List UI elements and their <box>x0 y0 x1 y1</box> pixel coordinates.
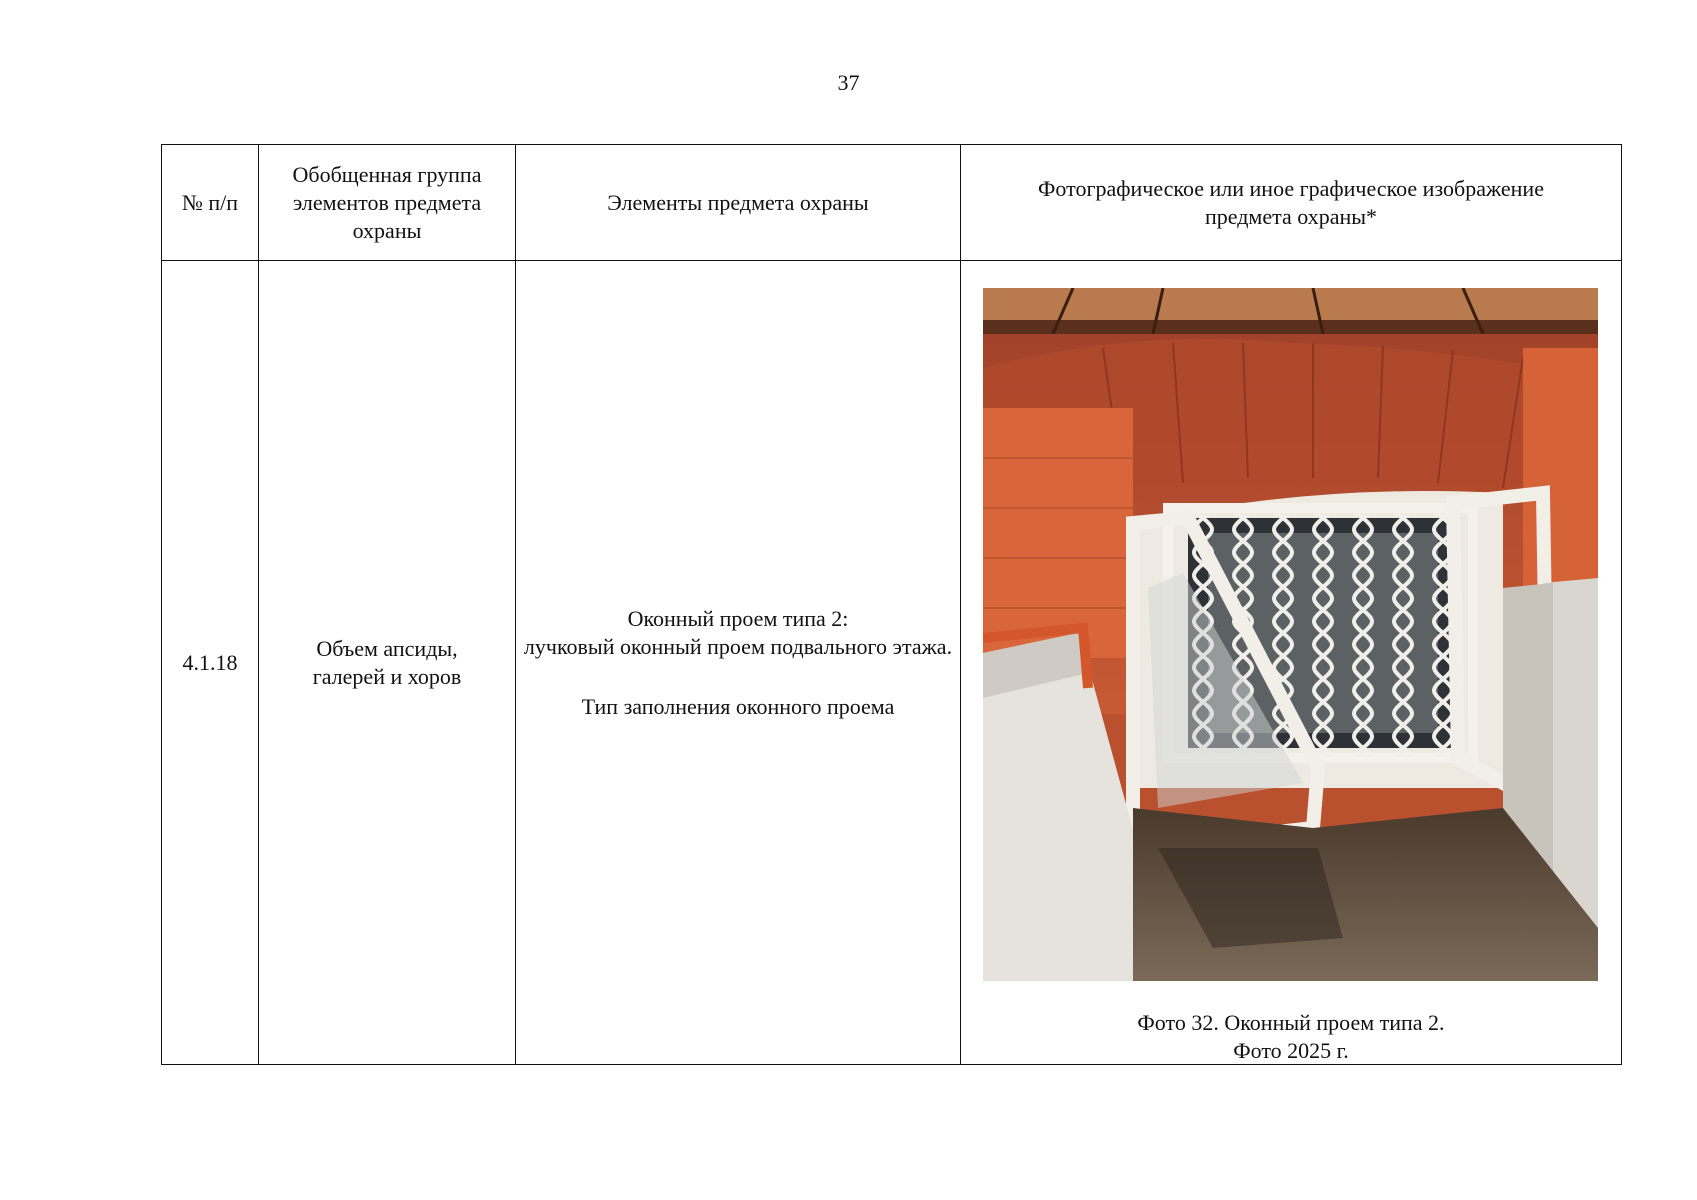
elements-line-1: Оконный проем типа 2: <box>627 605 849 631</box>
caption-line-2: Фото 2025 г. <box>1233 1038 1349 1063</box>
window-photo <box>983 288 1598 981</box>
page-number: 37 <box>837 70 860 95</box>
header-group: Обобщенная группа элементов предмета охраны <box>259 145 516 261</box>
caption-line-1: Фото 32. Оконный проем типа 2. <box>1137 1010 1445 1035</box>
row-group: Объем апсиды, галерей и хоров <box>259 261 516 1065</box>
photo-caption <box>961 1009 1621 1065</box>
elements-line-3: Тип заполнения оконного проема <box>581 693 895 719</box>
table-header-row <box>162 145 1622 261</box>
protection-elements-table <box>161 144 1622 1065</box>
row-photo-cell <box>961 261 1622 1065</box>
row-elements <box>516 261 961 1065</box>
table-row <box>162 261 1622 1065</box>
header-photo: Фотографическое или иное графическое изображение предмета охраны* <box>961 145 1622 261</box>
header-elements: Элементы предмета охраны <box>516 145 961 261</box>
header-number: № п/п <box>162 145 259 261</box>
row-number: 4.1.18 <box>162 261 259 1065</box>
elements-line-2: лучковый оконный проем подвального этажа. <box>523 633 953 659</box>
